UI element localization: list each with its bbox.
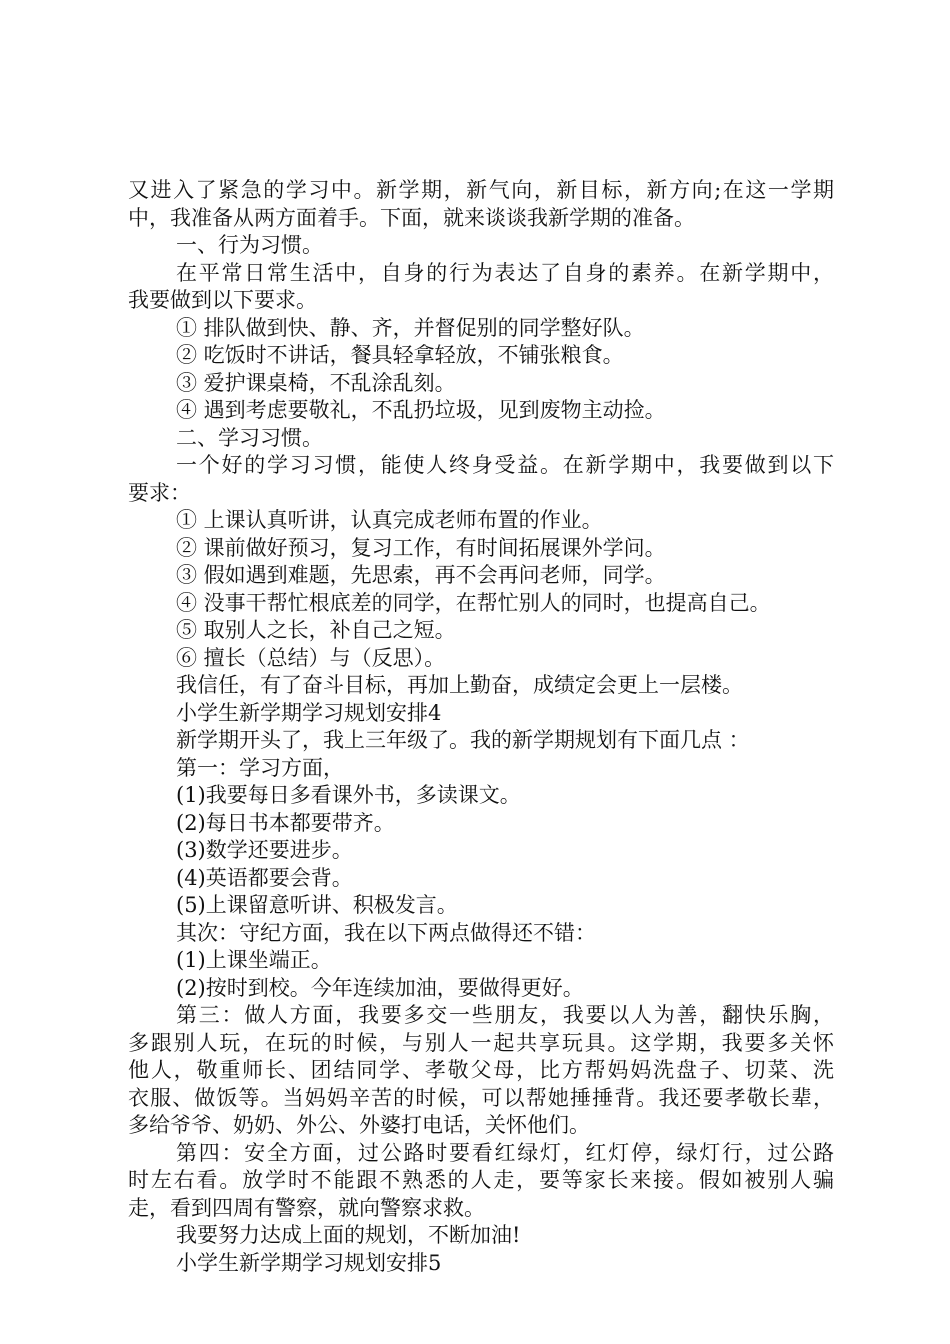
- list-item: (2)每日书本都要带齐。: [176, 810, 395, 835]
- text-line: 衣服、做饭等。当妈妈辛苦的时候，可以帮她捶捶背。我还要孝敬长辈，: [128, 1085, 834, 1110]
- text-line: 时左右看。放学时不能跟不熟悉的人走，要等家长来接。假如被别人骗: [128, 1168, 834, 1192]
- text-line: 我要努力达成上面的规划，不断加油!: [176, 1223, 521, 1247]
- list-item: (1)上课坐端正。: [176, 948, 332, 972]
- list-item: ② 课前做好预习，复习工作，有时间拓展课外学问。: [176, 535, 666, 560]
- list-item: ⑥ 擅长（总结）与（反思）。: [176, 645, 446, 670]
- section-heading: 一、行为习惯。: [176, 233, 323, 257]
- section-heading: 其次：守纪方面，我在以下两点做得还不错：: [176, 920, 596, 945]
- list-item: ④ 遇到考虑要敬礼，不乱扔垃圾，见到废物主动捡。: [176, 398, 666, 422]
- text-line: 要求：: [128, 480, 191, 505]
- section-title: 小学生新学期学习规划安排5: [176, 1250, 442, 1275]
- text-line: 多跟别人玩，在玩的时候，与别人一起共享玩具。这学期，我要多关怀: [128, 1030, 834, 1055]
- text-line: 第三：做人方面，我要多交一些朋友，我要以人为善，翻快乐胸，: [176, 1003, 834, 1027]
- text-line: 新学期开头了，我上三年级了。我的新学期规划有下面几点 ：: [176, 728, 750, 752]
- section-heading: 第一：学习方面，: [176, 755, 344, 780]
- list-item: (5)上课留意听讲、积极发言。: [176, 893, 458, 917]
- list-item: ① 排队做到快、静、齐，并督促别的同学整好队。: [176, 315, 645, 340]
- list-item: ⑤ 取别人之长，补自己之短。: [176, 618, 456, 642]
- text-line: 多给爷爷、奶奶、外公、外婆打电话，关怀他们。: [128, 1113, 590, 1137]
- text-line: 我信任，有了奋斗目标，再加上勤奋，成绩定会更上一层楼。: [176, 673, 743, 697]
- text-line: 我要做到以下要求。: [128, 288, 317, 312]
- text-line: 在平常日常生活中，自身的行为表达了自身的素养。在新学期中，: [176, 260, 834, 285]
- list-item: ② 吃饭时不讲话，餐具轻拿轻放，不铺张粮食。: [176, 343, 624, 367]
- text-line: 第四：安全方面，过公路时要看红绿灯，红灯停，绿灯行，过公路: [176, 1140, 834, 1165]
- list-item: ③ 假如遇到难题，先思索，再不会再问老师，同学。: [176, 563, 666, 587]
- list-item: (1)我要每日多看课外书，多读课文。: [176, 783, 521, 807]
- text-line: 一个好的学习习惯，能使人终身受益。在新学期中，我要做到以下: [176, 453, 834, 477]
- section-heading: 二、学习习惯。: [176, 425, 323, 450]
- document-body: [128, 177, 834, 1277]
- text-line: 走，看到四周有警察，就向警察求救。: [128, 1195, 485, 1220]
- text-line: 又进入了紧急的学习中。新学期，新气向，新目标，新方向;在这一学期: [128, 178, 834, 202]
- list-item: (3)数学还要进步。: [176, 838, 353, 862]
- text-line: 他人，敬重师长、团结同学、孝敬父母，比方帮妈妈洗盘子、切菜、洗: [128, 1058, 834, 1082]
- list-item: ① 上课认真听讲，认真完成老师布置的作业。: [176, 508, 603, 532]
- list-item: (4)英语都要会背。: [176, 865, 353, 890]
- section-title: 小学生新学期学习规划安排4: [176, 700, 442, 725]
- list-item: ③ 爱护课桌椅，不乱涂乱刻。: [176, 370, 456, 395]
- list-item: (2)按时到校。今年连续加油，要做得更好。: [176, 975, 584, 1000]
- list-item: ④ 没事干帮忙根底差的同学，在帮忙别人的同时，也提高自己。: [176, 590, 771, 615]
- text-line: 中，我准备从两方面着手。下面，就来谈谈我新学期的准备。: [128, 205, 695, 230]
